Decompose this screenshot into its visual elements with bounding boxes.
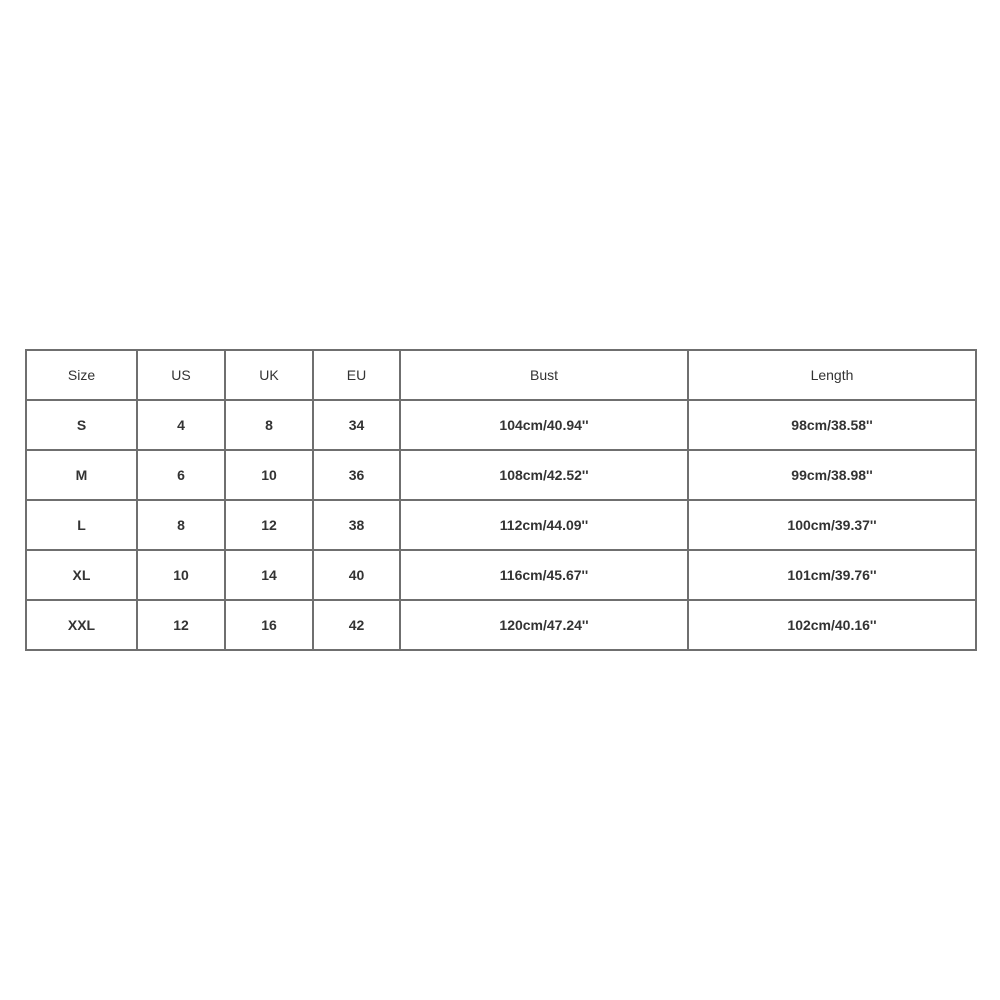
cell-size: XL <box>26 550 137 600</box>
cell-us: 8 <box>137 500 225 550</box>
cell-uk: 12 <box>225 500 313 550</box>
cell-length: 100cm/39.37'' <box>688 500 976 550</box>
header-length: Length <box>688 350 976 400</box>
cell-size: L <box>26 500 137 550</box>
cell-bust: 112cm/44.09'' <box>400 500 688 550</box>
cell-length: 102cm/40.16'' <box>688 600 976 650</box>
cell-eu: 40 <box>313 550 400 600</box>
table-row <box>26 450 976 500</box>
cell-eu: 42 <box>313 600 400 650</box>
cell-size: S <box>26 400 137 450</box>
cell-uk: 16 <box>225 600 313 650</box>
header-us: US <box>137 350 225 400</box>
cell-size: M <box>26 450 137 500</box>
table-row <box>26 400 976 450</box>
table-header-row <box>26 350 976 400</box>
cell-us: 4 <box>137 400 225 450</box>
cell-bust: 104cm/40.94'' <box>400 400 688 450</box>
cell-eu: 38 <box>313 500 400 550</box>
cell-eu: 34 <box>313 400 400 450</box>
cell-eu: 36 <box>313 450 400 500</box>
table-row <box>26 550 976 600</box>
header-size: Size <box>26 350 137 400</box>
cell-us: 6 <box>137 450 225 500</box>
cell-bust: 116cm/45.67'' <box>400 550 688 600</box>
cell-bust: 108cm/42.52'' <box>400 450 688 500</box>
cell-length: 101cm/39.76'' <box>688 550 976 600</box>
table-row <box>26 600 976 650</box>
cell-uk: 8 <box>225 400 313 450</box>
table-row <box>26 500 976 550</box>
cell-length: 98cm/38.58'' <box>688 400 976 450</box>
cell-us: 12 <box>137 600 225 650</box>
cell-uk: 10 <box>225 450 313 500</box>
cell-size: XXL <box>26 600 137 650</box>
cell-us: 10 <box>137 550 225 600</box>
cell-uk: 14 <box>225 550 313 600</box>
header-uk: UK <box>225 350 313 400</box>
cell-length: 99cm/38.98'' <box>688 450 976 500</box>
header-bust: Bust <box>400 350 688 400</box>
cell-bust: 120cm/47.24'' <box>400 600 688 650</box>
header-eu: EU <box>313 350 400 400</box>
size-chart-table <box>25 349 977 651</box>
